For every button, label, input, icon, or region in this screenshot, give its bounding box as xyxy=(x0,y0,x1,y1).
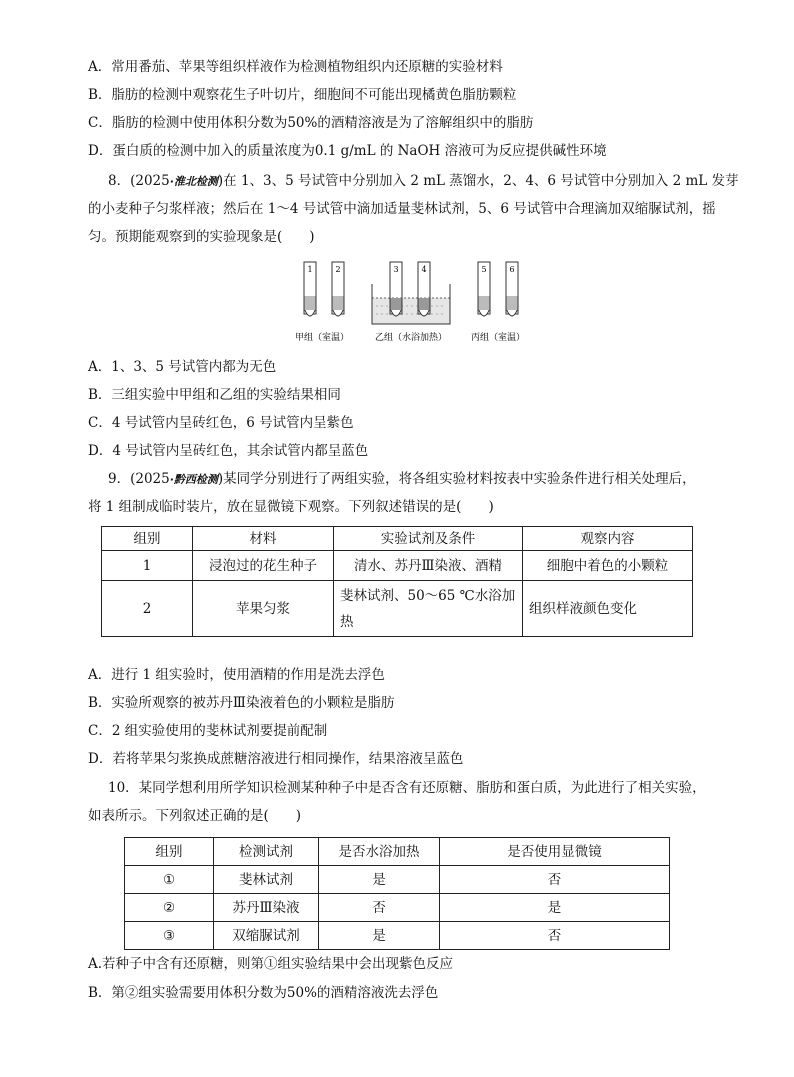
q10-option-b: B．第②组实验需要用体积分数为50%的酒精溶液洗去浮色 xyxy=(88,985,439,1001)
group-c-label: 丙组（室温） xyxy=(470,333,526,343)
table-cell: 否 xyxy=(440,922,670,950)
q9-source: ·黔西检测 xyxy=(169,473,218,486)
q9-option-a: A．进行 1 组实验时，使用酒精的作用是洗去浮色 xyxy=(88,667,385,683)
tube-5 xyxy=(478,262,490,316)
table-cell: 斐林试剂 xyxy=(214,866,319,894)
table-row xyxy=(125,894,670,922)
q10-header-reagent: 检测试剂 xyxy=(214,838,319,866)
tube-1 xyxy=(304,262,316,316)
tube-6-label: 6 xyxy=(509,265,515,274)
q9-stem-text: )某同学分别进行了两组实验，将各组实验材料按表中实验条件进行相关处理后， xyxy=(217,471,696,487)
q9-option-b: B．实验所观察的被苏丹Ⅲ染液着色的小颗粒是脂肪 xyxy=(88,695,395,711)
table-cell: 浸泡过的花生种子 xyxy=(193,551,334,581)
q8-stem-text: )在 1、3、5 号试管中分别加入 2 mL 蒸馏水，2、4、6 号试管中分别加入 2 mL 发芽 xyxy=(217,173,739,189)
q9-option-d: D．若将苹果匀浆换成蔗糖溶液进行相同操作，结果溶液呈蓝色 xyxy=(88,751,464,767)
table-cell: 是 xyxy=(319,922,440,950)
q10-header-water-bath: 是否水浴加热 xyxy=(319,838,440,866)
q9-stem-line2: 将 1 组制成临时装片，放在显微镜下观察。下列叙述错误的是( ) xyxy=(88,499,494,515)
q9-stem-line1 xyxy=(108,470,696,489)
q8-source: ·淮北检测 xyxy=(169,175,218,188)
q9-table xyxy=(101,526,693,637)
table-cell: 清水、苏丹Ⅲ染液、酒精 xyxy=(334,551,523,581)
q10-table xyxy=(124,837,670,950)
q8-option-c: C．4 号试管内呈砖红色，6 号试管内呈紫色 xyxy=(88,415,354,431)
q8-stem-line2: 的小麦种子匀浆样液；然后在 1～4 号试管中滴加适量斐林试剂，5、6 号试管中合理滴加双缩脲试剂，摇 xyxy=(88,201,716,217)
tube-2-label: 2 xyxy=(335,265,341,274)
q10-stem-line1: 10．某同学想利用所学知识检测某种种子中是否含有还原糖、脂肪和蛋白质，为此进行了相关实验， xyxy=(108,780,706,796)
tube-2 xyxy=(332,262,344,316)
table-cell: 2 xyxy=(102,581,193,637)
group-a-label: 甲组（室温） xyxy=(294,333,350,343)
q9-header-material: 材料 xyxy=(193,527,334,551)
prev-option-a: A．常用番茄、苹果等组织样液作为检测植物组织内还原糖的实验材料 xyxy=(88,59,503,75)
q8-number: 8．(2025 xyxy=(108,173,170,189)
table-cell: ② xyxy=(125,894,214,922)
table-cell: 细胞中着色的小颗粒 xyxy=(523,551,693,581)
q8-stem-line1 xyxy=(108,172,739,191)
tube-5-label: 5 xyxy=(481,265,487,274)
tube-3 xyxy=(390,262,402,316)
q9-table-header xyxy=(102,527,693,551)
table-cell: 苹果匀浆 xyxy=(193,581,334,637)
tube-6 xyxy=(506,262,518,316)
q10-header-group: 组别 xyxy=(125,838,214,866)
table-row xyxy=(125,866,670,894)
prev-option-c: C．脂肪的检测中使用体积分数为50%的酒精溶液是为了溶解组织中的脂肪 xyxy=(88,115,534,131)
tube-4 xyxy=(418,262,430,316)
q8-option-d: D．4 号试管内呈砖红色，其余试管内都呈蓝色 xyxy=(88,443,369,459)
tube-3-label: 3 xyxy=(393,265,399,274)
q8-option-a: A．1、3、5 号试管内都为无色 xyxy=(88,359,277,375)
table-cell: 苏丹Ⅲ染液 xyxy=(214,894,319,922)
table-cell: 1 xyxy=(102,551,193,581)
tube-4-label: 4 xyxy=(421,265,427,274)
water-bath xyxy=(372,284,450,324)
table-cell: ① xyxy=(125,866,214,894)
q9-header-observation: 观察内容 xyxy=(523,527,693,551)
group-b-label: 乙组（水浴加热） xyxy=(374,333,448,343)
table-cell: 组织样液颜色变化 xyxy=(523,581,693,637)
q9-option-c: C．2 组实验使用的斐林试剂要提前配制 xyxy=(88,723,328,739)
table-row xyxy=(102,551,693,581)
table-cell: 双缩脲试剂 xyxy=(214,922,319,950)
q10-header-microscope: 是否使用显微镜 xyxy=(440,838,670,866)
table-cell: 是 xyxy=(319,866,440,894)
prev-option-b: B．脂肪的检测中观察花生子叶切片，细胞间不可能出现橘黄色脂肪颗粒 xyxy=(88,87,517,103)
q10-stem-line2: 如表所示。下列叙述正确的是( ) xyxy=(88,808,302,824)
q9-header-group: 组别 xyxy=(102,527,193,551)
table-cell: ③ xyxy=(125,922,214,950)
tube-1-label: 1 xyxy=(307,265,313,274)
table-row xyxy=(102,581,693,637)
q8-option-b: B．三组实验中甲组和乙组的实验结果相同 xyxy=(88,387,341,403)
q8-stem-line3: 匀。预期能观察到的实验现象是( ) xyxy=(88,229,315,245)
table-cell: 是 xyxy=(440,894,670,922)
table-cell: 斐林试剂、50～65 ℃水浴加热 xyxy=(334,581,523,637)
prev-option-d: D．蛋白质的检测中加入的质量浓度为0.1 g/mL 的 NaOH 溶液可为反应提供碱性环境 xyxy=(88,143,607,159)
test-tube-figure xyxy=(292,258,532,348)
table-row xyxy=(125,922,670,950)
table-cell: 否 xyxy=(440,866,670,894)
q10-table-header xyxy=(125,838,670,866)
table-cell: 否 xyxy=(319,894,440,922)
q9-header-reagent: 实验试剂及条件 xyxy=(334,527,523,551)
q10-option-a: A.若种子中含有还原糖，则第①组实验结果中会出现紫色反应 xyxy=(88,956,454,972)
q9-number: 9．(2025 xyxy=(108,471,170,487)
